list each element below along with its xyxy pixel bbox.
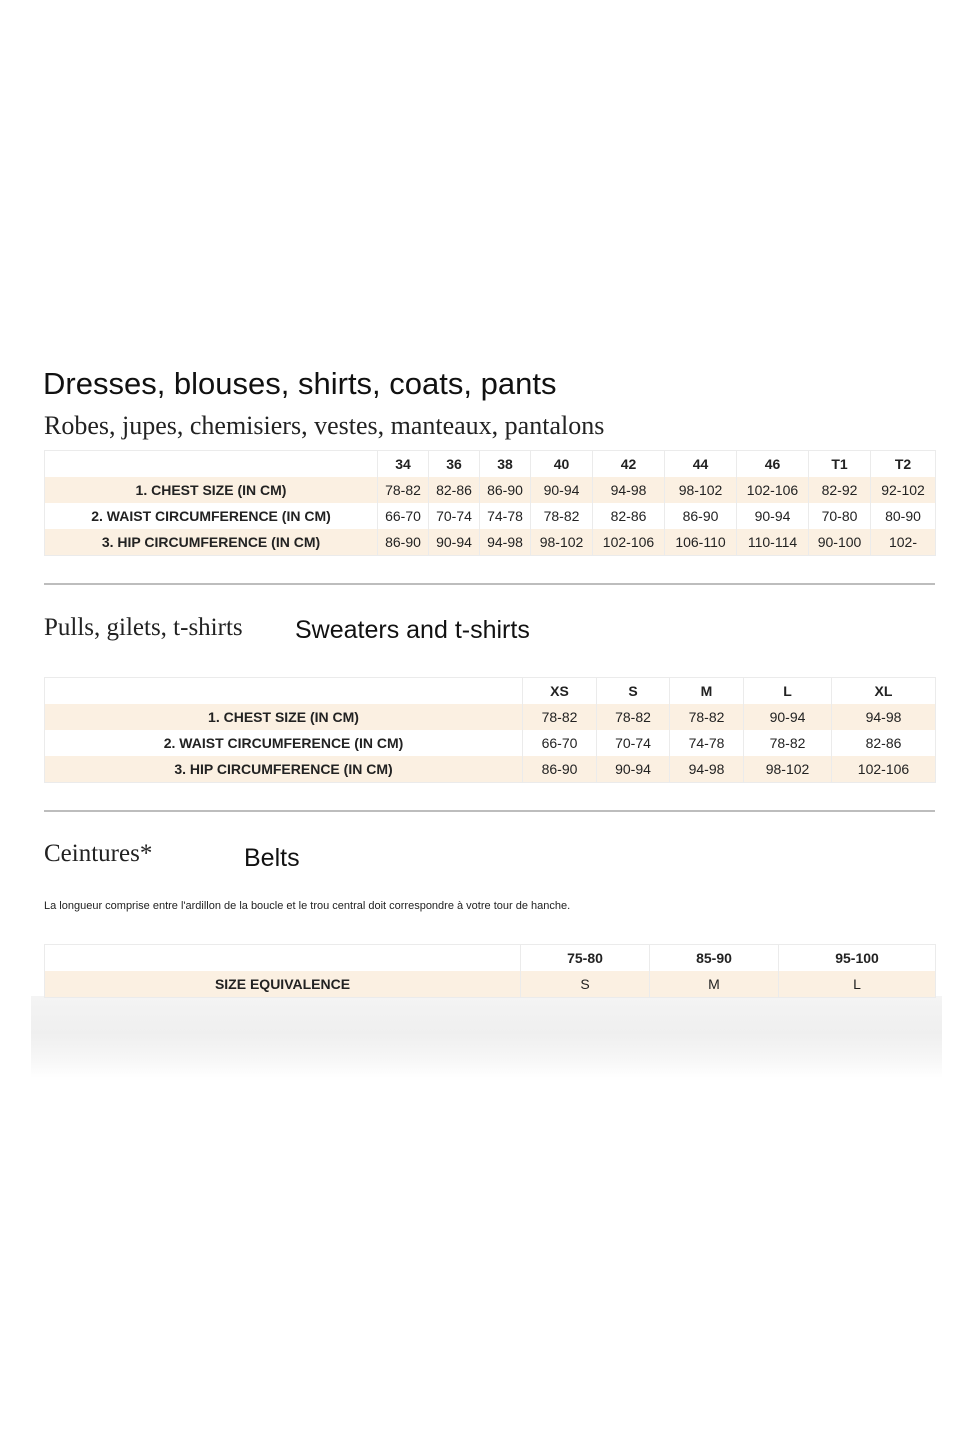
header-cell: 75-80 [521,945,650,972]
table-cell: 78-82 [670,704,744,730]
table-cell: 106-110 [665,529,737,556]
header-empty-cell [45,678,523,705]
row-label: 3. HIP CIRCUMFERENCE (IN CM) [45,529,378,556]
table-cell: 66-70 [523,730,597,756]
table-cell: 78-82 [744,730,832,756]
faded-area [31,996,942,1078]
table-cell: 94-98 [670,756,744,783]
table-cell: 98-102 [531,529,593,556]
header-cell: 38 [480,451,531,478]
header-cell: 46 [737,451,809,478]
row-label: 1. CHEST SIZE (IN CM) [45,704,523,730]
header-empty-cell [45,451,378,478]
header-cell: 36 [429,451,480,478]
table-cell: 86-90 [378,529,429,556]
table-cell: 82-86 [832,730,936,756]
table-header-row [45,945,936,972]
table-cell: 90-94 [597,756,670,783]
table-cell: 86-90 [480,477,531,503]
table-cell: 86-90 [523,756,597,783]
table-cell: 94-98 [832,704,936,730]
row-label: 2. WAIST CIRCUMFERENCE (IN CM) [45,730,523,756]
table-cell: 82-86 [593,503,665,529]
header-cell: XL [832,678,936,705]
row-label: 2. WAIST CIRCUMFERENCE (IN CM) [45,503,378,529]
table-cell: 80-90 [871,503,936,529]
table-cell: 66-70 [378,503,429,529]
table-cell: 92-102 [871,477,936,503]
table-cell: S [521,971,650,998]
section1-title-en: Dresses, blouses, shirts, coats, pants [43,366,557,401]
table-header-row [45,451,936,478]
header-empty-cell [45,945,521,972]
table-cell: 78-82 [378,477,429,503]
header-cell: L [744,678,832,705]
table-cell: L [779,971,936,998]
table-cell: 90-94 [737,503,809,529]
header-cell: 95-100 [779,945,936,972]
table-cell: 78-82 [597,704,670,730]
table-cell: 98-102 [744,756,832,783]
header-cell: S [597,678,670,705]
section2-title-en: Sweaters and t-shirts [295,616,530,644]
header-cell: 44 [665,451,737,478]
table-cell: 78-82 [523,704,597,730]
section3-title-en: Belts [244,844,300,872]
header-cell: XS [523,678,597,705]
table-cell: 74-78 [480,503,531,529]
section2-title-fr: Pulls, gilets, t-shirts [44,614,243,641]
header-cell: T1 [809,451,871,478]
table-cell: 70-74 [597,730,670,756]
table-cell: 82-92 [809,477,871,503]
header-cell: 34 [378,451,429,478]
header-cell: 85-90 [650,945,779,972]
table-row [45,477,936,503]
table-cell: 94-98 [593,477,665,503]
table-cell: 86-90 [665,503,737,529]
table-cell: 70-80 [809,503,871,529]
table-cell: 102-106 [737,477,809,503]
table-cell: 78-82 [531,503,593,529]
section1-title-fr: Robes, jupes, chemisiers, vestes, manteaux, pantalons [44,411,605,440]
section3-title-fr: Ceintures* [44,840,153,867]
table-cell: 110-114 [737,529,809,556]
section-divider [44,583,935,585]
table-row [45,730,936,756]
header-cell: T2 [871,451,936,478]
table-cell: 98-102 [665,477,737,503]
table-cell: 82-86 [429,477,480,503]
table-cell: 90-94 [429,529,480,556]
table-cell: 70-74 [429,503,480,529]
table-row [45,529,936,556]
table-cell: 94-98 [480,529,531,556]
header-cell: M [670,678,744,705]
table-cell: 102-106 [832,756,936,783]
table-row [45,704,936,730]
belt-note: La longueur comprise entre l'ardillon de la boucle et le trou central doit correspondre à votre tour de hanche. [44,900,571,912]
table-cell: 90-94 [531,477,593,503]
table-row [45,756,936,783]
row-label: 1. CHEST SIZE (IN CM) [45,477,378,503]
row-label: 3. HIP CIRCUMFERENCE (IN CM) [45,756,523,783]
table-cell: 74-78 [670,730,744,756]
table-cell: 102-106 [593,529,665,556]
row-label: SIZE EQUIVALENCE [45,971,521,998]
table-cell: 90-94 [744,704,832,730]
size-table-clothing [44,450,936,556]
section-divider [44,810,935,812]
size-table-belts [44,944,936,998]
table-row [45,971,936,998]
size-table-sweaters [44,677,936,783]
table-cell: 90-100 [809,529,871,556]
table-cell: 102- [871,529,936,556]
header-cell: 40 [531,451,593,478]
table-cell: M [650,971,779,998]
table-header-row [45,678,936,705]
header-cell: 42 [593,451,665,478]
table-row [45,503,936,529]
